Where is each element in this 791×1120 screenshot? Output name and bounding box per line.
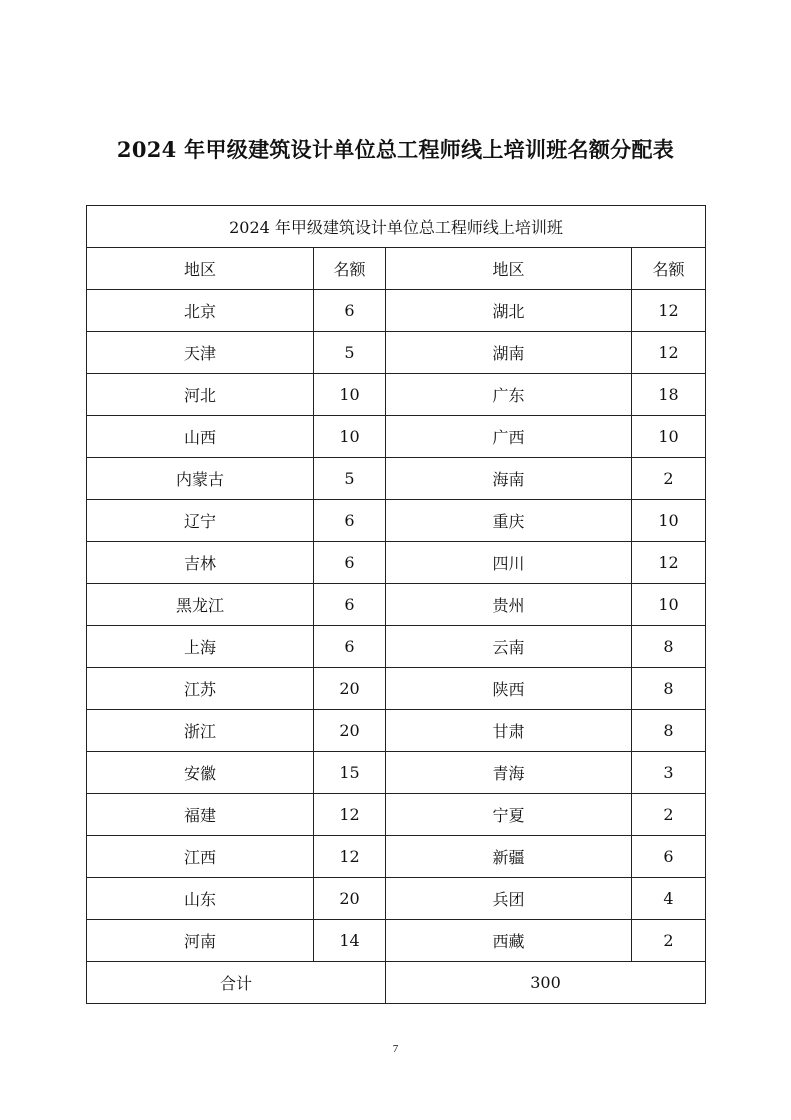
- quota-left-cell: 6: [314, 584, 386, 626]
- region-right-cell: 贵州: [386, 584, 632, 626]
- region-right-cell: 兵团: [386, 878, 632, 920]
- quota-left-cell: 14: [314, 920, 386, 962]
- table-row: [87, 542, 706, 584]
- region-left-cell: 天津: [87, 332, 314, 374]
- region-left-cell: 江西: [87, 836, 314, 878]
- table-caption-row: [87, 206, 706, 248]
- table-row: [87, 584, 706, 626]
- region-right-cell: 宁夏: [386, 794, 632, 836]
- quota-right-cell: 6: [632, 836, 706, 878]
- table-row: [87, 458, 706, 500]
- quota-left-cell: 5: [314, 332, 386, 374]
- region-left-cell: 山东: [87, 878, 314, 920]
- region-left-cell: 上海: [87, 626, 314, 668]
- quota-right-cell: 10: [632, 500, 706, 542]
- region-right-cell: 湖北: [386, 290, 632, 332]
- quota-left-cell: 15: [314, 752, 386, 794]
- total-label: 合计: [87, 962, 386, 1004]
- quota-right-cell: 4: [632, 878, 706, 920]
- table-row: [87, 290, 706, 332]
- quota-left-cell: 20: [314, 710, 386, 752]
- quota-left-cell: 6: [314, 542, 386, 584]
- table-row: [87, 668, 706, 710]
- table-row: [87, 710, 706, 752]
- region-right-cell: 青海: [386, 752, 632, 794]
- quota-left-cell: 12: [314, 794, 386, 836]
- quota-left-cell: 10: [314, 374, 386, 416]
- table-row: [87, 794, 706, 836]
- region-right-cell: 广东: [386, 374, 632, 416]
- quota-right-cell: 18: [632, 374, 706, 416]
- table-row: [87, 878, 706, 920]
- table-row: [87, 836, 706, 878]
- quota-right-cell: 2: [632, 458, 706, 500]
- quota-left-cell: 20: [314, 878, 386, 920]
- region-left-cell: 黑龙江: [87, 584, 314, 626]
- region-right-cell: 陕西: [386, 668, 632, 710]
- table-row: [87, 626, 706, 668]
- region-right-cell: 海南: [386, 458, 632, 500]
- region-left-cell: 山西: [87, 416, 314, 458]
- table-row: [87, 332, 706, 374]
- header-region-right: 地区: [386, 248, 632, 290]
- header-quota-left: 名额: [314, 248, 386, 290]
- quota-left-cell: 6: [314, 500, 386, 542]
- region-left-cell: 江苏: [87, 668, 314, 710]
- region-left-cell: 河南: [87, 920, 314, 962]
- quota-right-cell: 2: [632, 794, 706, 836]
- region-left-cell: 福建: [87, 794, 314, 836]
- quota-left-cell: 6: [314, 626, 386, 668]
- table-row: [87, 416, 706, 458]
- region-left-cell: 内蒙古: [87, 458, 314, 500]
- table-row: [87, 920, 706, 962]
- quota-right-cell: 8: [632, 668, 706, 710]
- page-number: 7: [392, 1043, 399, 1055]
- table-total-row: [87, 962, 706, 1004]
- quota-table: [86, 205, 706, 1004]
- quota-left-cell: 12: [314, 836, 386, 878]
- region-left-cell: 吉林: [87, 542, 314, 584]
- region-right-cell: 西藏: [386, 920, 632, 962]
- region-right-cell: 湖南: [386, 332, 632, 374]
- quota-left-cell: 6: [314, 290, 386, 332]
- quota-left-cell: 20: [314, 668, 386, 710]
- quota-right-cell: 2: [632, 920, 706, 962]
- table-row: [87, 374, 706, 416]
- document-title: 2024 年甲级建筑设计单位总工程师线上培训班名额分配表: [116, 137, 675, 162]
- quota-right-cell: 3: [632, 752, 706, 794]
- table-row: [87, 752, 706, 794]
- total-value: 300: [386, 962, 706, 1004]
- table-header-row: [87, 248, 706, 290]
- region-left-cell: 辽宁: [87, 500, 314, 542]
- quota-left-cell: 10: [314, 416, 386, 458]
- region-right-cell: 甘肃: [386, 710, 632, 752]
- quota-right-cell: 10: [632, 584, 706, 626]
- quota-right-cell: 8: [632, 710, 706, 752]
- region-left-cell: 安徽: [87, 752, 314, 794]
- quota-right-cell: 12: [632, 332, 706, 374]
- quota-right-cell: 10: [632, 416, 706, 458]
- table-caption: 2024 年甲级建筑设计单位总工程师线上培训班: [87, 206, 706, 248]
- region-right-cell: 新疆: [386, 836, 632, 878]
- region-left-cell: 浙江: [87, 710, 314, 752]
- header-quota-right: 名额: [632, 248, 706, 290]
- table-row: [87, 500, 706, 542]
- region-right-cell: 四川: [386, 542, 632, 584]
- quota-right-cell: 8: [632, 626, 706, 668]
- header-region-left: 地区: [87, 248, 314, 290]
- quota-right-cell: 12: [632, 290, 706, 332]
- region-right-cell: 云南: [386, 626, 632, 668]
- region-left-cell: 北京: [87, 290, 314, 332]
- region-left-cell: 河北: [87, 374, 314, 416]
- quota-left-cell: 5: [314, 458, 386, 500]
- region-right-cell: 广西: [386, 416, 632, 458]
- quota-right-cell: 12: [632, 542, 706, 584]
- region-right-cell: 重庆: [386, 500, 632, 542]
